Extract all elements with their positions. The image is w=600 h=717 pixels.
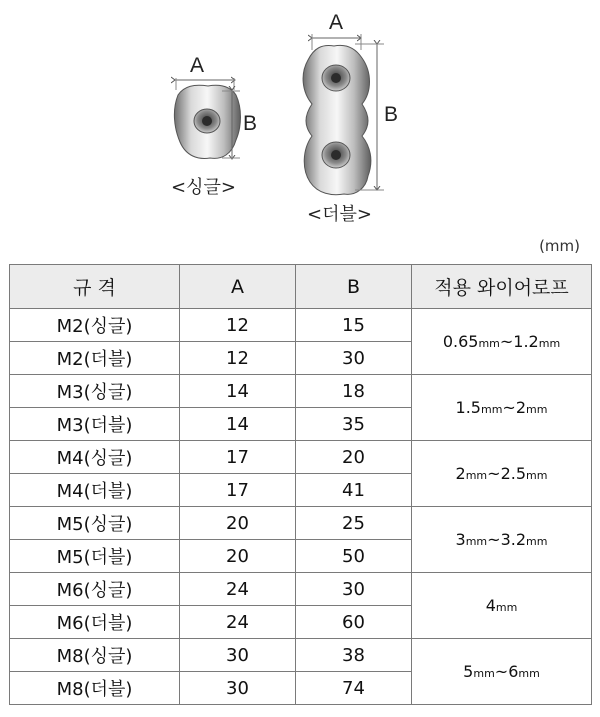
spec-cell: M5(싱글): [10, 507, 180, 540]
a-value-cell: 12: [180, 309, 296, 342]
double-label-b: B: [384, 103, 399, 126]
a-value-cell: 14: [180, 375, 296, 408]
wire-max-value: 2: [515, 398, 527, 417]
a-value-cell: 30: [180, 672, 296, 705]
spec-cell: M6(더블): [10, 606, 180, 639]
double-clip-image: [303, 45, 371, 194]
b-value-cell: 25: [296, 507, 412, 540]
wire-max-unit: mm: [526, 403, 548, 416]
wire-rope-cell: [412, 573, 592, 639]
wire-min-unit: mm: [465, 469, 488, 482]
a-value-cell: 30: [180, 639, 296, 672]
a-value-cell: 17: [180, 441, 296, 474]
table-row: [10, 375, 592, 408]
wire-max-value: 3.2: [500, 530, 527, 549]
wire-rope-cell: [412, 309, 592, 375]
clip-illustrations: [0, 0, 600, 240]
wire-max-unit: mm: [538, 337, 561, 350]
range-tilde: ~: [499, 332, 514, 351]
b-value-cell: 60: [296, 606, 412, 639]
wire-max-unit: mm: [526, 469, 548, 482]
b-value-cell: 35: [296, 408, 412, 441]
unit-label: (mm): [539, 237, 580, 255]
b-value-cell: 30: [296, 342, 412, 375]
wire-rope-cell: [412, 441, 592, 507]
header-a: A: [180, 265, 296, 309]
single-label-b: B: [243, 112, 258, 135]
range-tilde: ~: [487, 530, 501, 549]
wire-rope-cell: [412, 375, 592, 441]
product-diagrams: [0, 0, 600, 240]
table-row: [10, 441, 592, 474]
wire-min-value: 5: [463, 662, 474, 681]
range-tilde: ~: [487, 464, 501, 483]
b-value-cell: 18: [296, 375, 412, 408]
spec-cell: M5(더블): [10, 540, 180, 573]
wire-max-unit: mm: [518, 667, 540, 680]
wire-max-value: 1.2: [513, 332, 539, 351]
single-label-a: A: [190, 54, 205, 77]
range-tilde: ~: [502, 398, 516, 417]
header-wire-rope: 적용 와이어로프: [412, 265, 592, 309]
b-value-cell: 20: [296, 441, 412, 474]
a-value-cell: 24: [180, 573, 296, 606]
a-value-cell: 24: [180, 606, 296, 639]
b-value-cell: 15: [296, 309, 412, 342]
spec-cell: M4(더블): [10, 474, 180, 507]
b-value-cell: 38: [296, 639, 412, 672]
table-row: [10, 573, 592, 606]
wire-rope-cell: [412, 639, 592, 705]
spec-cell: M3(더블): [10, 408, 180, 441]
spec-cell: M3(싱글): [10, 375, 180, 408]
a-value-cell: 20: [180, 540, 296, 573]
table-row: [10, 639, 592, 672]
wire-max-value: 2.5: [500, 464, 527, 483]
table-header-row: [10, 265, 592, 309]
range-tilde: ~: [494, 662, 509, 681]
b-value-cell: 30: [296, 573, 412, 606]
spec-cell: M4(싱글): [10, 441, 180, 474]
a-value-cell: 12: [180, 342, 296, 375]
wire-min-value: 2: [455, 464, 466, 483]
wire-min-unit: mm: [478, 337, 500, 350]
table-row: [10, 309, 592, 342]
table-row: [10, 507, 592, 540]
wire-min-unit: mm: [473, 667, 495, 680]
spec-cell: M8(더블): [10, 672, 180, 705]
a-value-cell: 14: [180, 408, 296, 441]
a-value-cell: 17: [180, 474, 296, 507]
single-caption: <싱글>: [171, 177, 236, 198]
spec-cell: M2(더블): [10, 342, 180, 375]
wire-max-value: 6: [508, 662, 519, 681]
header-b: B: [296, 265, 412, 309]
b-value-cell: 50: [296, 540, 412, 573]
wire-min-value: 3: [455, 530, 466, 549]
wire-min-value: 4: [485, 596, 496, 615]
spec-cell: M8(싱글): [10, 639, 180, 672]
b-value-cell: 41: [296, 474, 412, 507]
spec-table: [9, 264, 592, 705]
wire-min-unit: mm: [495, 601, 518, 614]
b-value-cell: 74: [296, 672, 412, 705]
spec-cell: M2(싱글): [10, 309, 180, 342]
wire-min-value: 1.5: [455, 398, 481, 417]
wire-min-value: 0.65: [442, 332, 479, 351]
double-label-a: A: [329, 11, 344, 34]
wire-max-unit: mm: [526, 535, 548, 548]
double-caption: <더블>: [307, 204, 372, 225]
wire-min-unit: mm: [480, 403, 503, 416]
wire-min-unit: mm: [465, 535, 488, 548]
wire-rope-cell: [412, 507, 592, 573]
spec-cell: M6(싱글): [10, 573, 180, 606]
a-value-cell: 20: [180, 507, 296, 540]
header-spec: 규 격: [10, 265, 180, 309]
single-clip-image: [174, 85, 240, 158]
